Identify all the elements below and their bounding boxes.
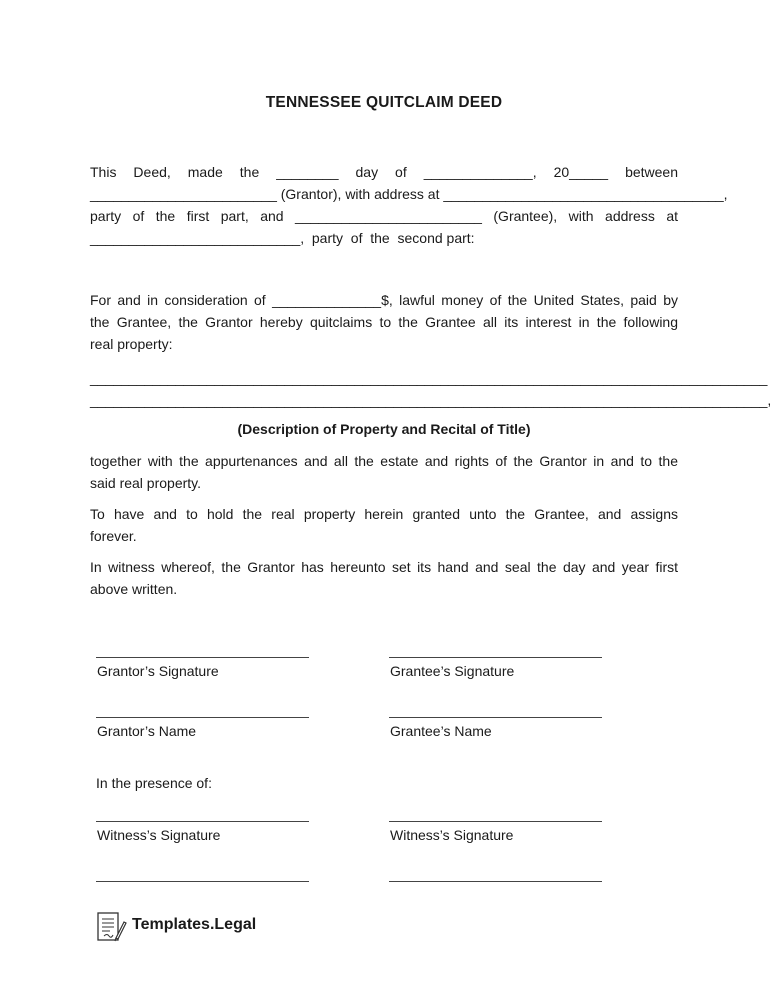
para1-line-3: party of the first part, and ________________________ (Grantee), with address at bbox=[90, 208, 678, 224]
para4-line-2: forever. bbox=[90, 528, 137, 544]
grantor-signature-line bbox=[96, 657, 309, 658]
property-blank-line-2: _______________________________________________________________________________________, bbox=[90, 392, 771, 408]
para5-line-2: above written. bbox=[90, 581, 178, 597]
document-pen-icon bbox=[94, 910, 128, 944]
para1-line-4: ___________________________, party of the second part: bbox=[90, 230, 475, 246]
grantor-name-label: Grantor’s Name bbox=[97, 723, 197, 739]
grantee-signature-line bbox=[389, 657, 602, 658]
witness1-signature-line bbox=[96, 821, 309, 822]
para2-line-2: the Grantee, the Grantor hereby quitclaims to the Grantee all its interest in the following bbox=[90, 314, 678, 330]
grantee-name-line bbox=[389, 717, 602, 718]
para3-line-2: said real property. bbox=[90, 475, 202, 491]
witness1-name-line bbox=[96, 881, 309, 882]
grantor-name-line bbox=[96, 717, 309, 718]
witness2-signature-label: Witness’s Signature bbox=[390, 827, 514, 843]
para3-line-1: together with the appurtenances and all the estate and rights of the Grantor in and to the bbox=[90, 453, 678, 469]
witness1-signature-label: Witness’s Signature bbox=[97, 827, 221, 843]
brand-name: Templates.Legal bbox=[132, 916, 257, 933]
para2-line-3: real property: bbox=[90, 336, 173, 352]
grantor-signature-label: Grantor’s Signature bbox=[97, 663, 219, 679]
witness2-name-line bbox=[389, 881, 602, 882]
presence-label: In the presence of: bbox=[96, 775, 212, 791]
para5-line-1: In witness whereof, the Grantor has hereunto set its hand and seal the day and year first bbox=[90, 559, 678, 575]
document-title: TENNESSEE QUITCLAIM DEED bbox=[265, 94, 503, 111]
para4-line-1: To have and to hold the real property herein granted unto the Grantee, and assigns bbox=[90, 506, 678, 522]
witness2-signature-line bbox=[389, 821, 602, 822]
section-heading: (Description of Property and Recital of Title) bbox=[237, 421, 531, 437]
para1-line-2: ________________________ (Grantor), with address at ____________________________________, bbox=[90, 186, 728, 202]
para2-line-1: For and in consideration of ______________$, lawful money of the United States, paid by bbox=[90, 292, 678, 308]
property-blank-line-1: _______________________________________________________________________________________ bbox=[90, 370, 768, 386]
grantee-name-label: Grantee’s Name bbox=[390, 723, 492, 739]
para1-line-1: This Deed, made the ________ day of ______________, 20_____ between bbox=[90, 164, 678, 180]
grantee-signature-label: Grantee’s Signature bbox=[390, 663, 515, 679]
